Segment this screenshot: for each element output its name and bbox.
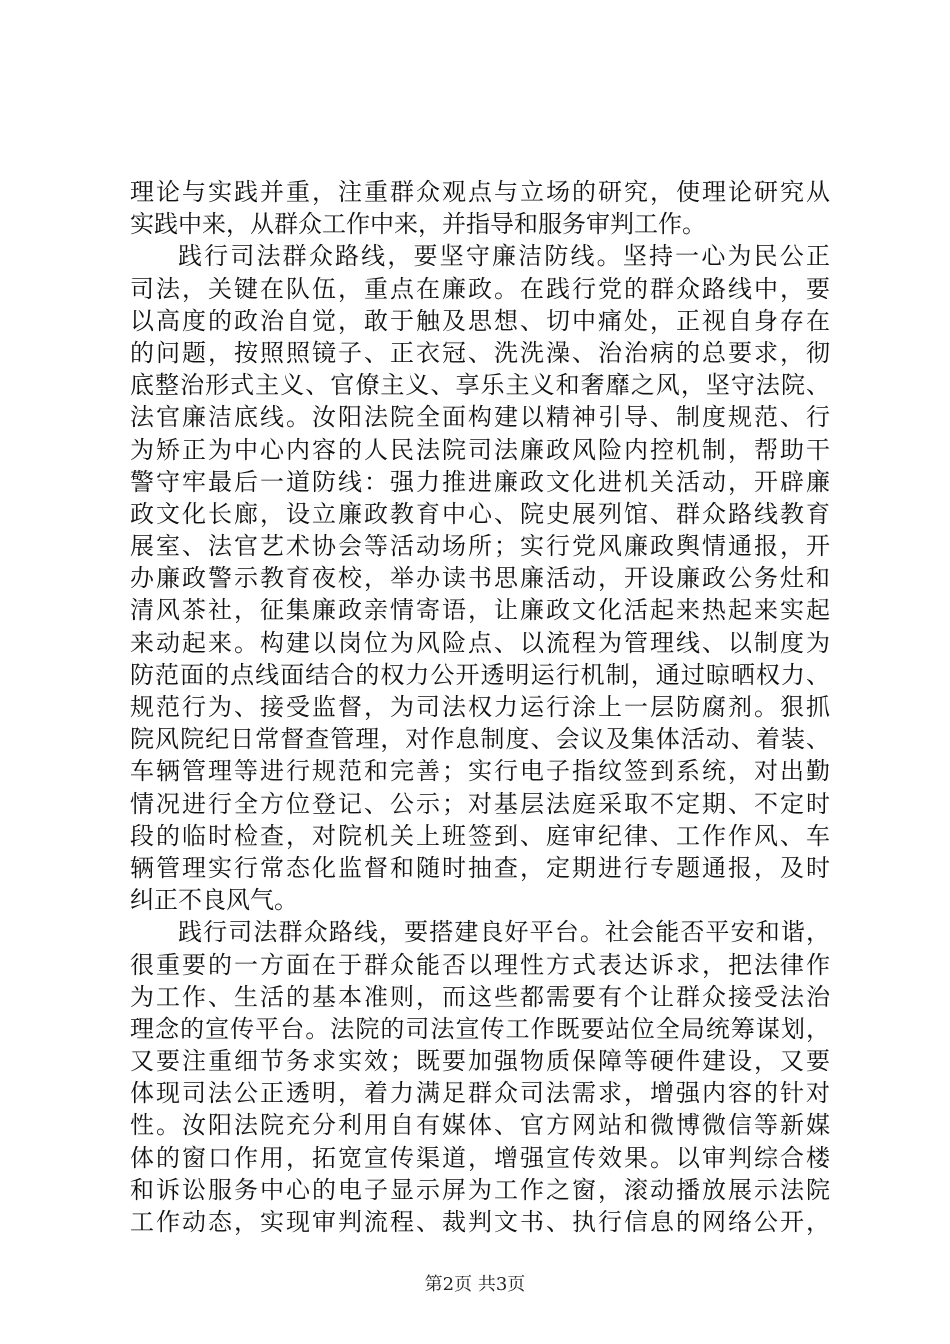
text-line: 理念的宣传平台。法院的司法宣传工作既要站位全局统筹谋划， — [130, 1014, 830, 1043]
text-line: 辆管理实行常态化监督和随时抽查，定期进行专题通报，及时 — [130, 853, 830, 882]
text-line: 工作动态，实现审判流程、裁判文书、执行信息的网络公开， — [130, 1208, 830, 1236]
text-line: 纠正不良风气。 — [130, 886, 298, 915]
text-line: 情况进行全方位登记、公示；对基层法庭采取不定期、不定时 — [130, 789, 830, 818]
text-line: 展室、法官艺术协会等活动场所；实行党风廉政舆情通报，开 — [130, 532, 830, 561]
text-line: 警守牢最后一道防线：强力推进廉政文化进机关活动，开辟廉 — [130, 467, 830, 496]
text-line: 司法，关键在队伍，重点在廉政。在践行党的群众路线中，要 — [130, 274, 830, 303]
text-line: 践行司法群众路线，要搭建良好平台。社会能否平安和谐， — [178, 918, 830, 947]
text-line: 办廉政警示教育夜校，举办读书思廉活动，开设廉政公务灶和 — [130, 564, 830, 593]
text-line: 来动起来。构建以岗位为风险点、以流程为管理线、以制度为 — [130, 628, 830, 657]
text-line: 段的临时检查，对院机关上班签到、庭审纪律、工作作风、车 — [130, 821, 830, 850]
text-line: 以高度的政治自觉，敢于触及思想、切中痛处，正视自身存在 — [130, 306, 830, 335]
text-line: 体现司法公正透明，着力满足群众司法需求，增强内容的针对 — [130, 1079, 830, 1108]
text-line: 清风茶社，征集廉政亲情寄语，让廉政文化活起来热起来实起 — [130, 596, 830, 625]
text-line: 法官廉洁底线。汝阳法院全面构建以精神引导、制度规范、行 — [130, 403, 830, 432]
text-line: 为工作、生活的基本准则，而这些都需要有个让群众接受法治 — [130, 982, 830, 1011]
text-line: 性。汝阳法院充分利用自有媒体、官方网站和微博微信等新媒 — [130, 1111, 830, 1140]
text-line: 规范行为、接受监督，为司法权力运行涂上一层防腐剂。狠抓 — [130, 693, 830, 721]
text-line: 实践中来，从群众工作中来，并指导和服务审判工作。 — [130, 210, 706, 239]
document-body — [130, 176, 830, 1238]
text-line: 很重要的一方面在于群众能否以理性方式表达诉求，把法律作 — [130, 950, 830, 979]
text-line: 政文化长廊，设立廉政教育中心、院史展列馆、群众路线教育 — [130, 499, 830, 528]
text-line: 践行司法群众路线，要坚守廉洁防线。坚持一心为民公正 — [178, 242, 830, 271]
text-line: 车辆管理等进行规范和完善；实行电子指纹签到系统，对出勤 — [130, 757, 830, 786]
text-line: 防范面的点线面结合的权力公开透明运行机制，通过晾晒权力、 — [130, 660, 830, 689]
text-line: 为矫正为中心内容的人民法院司法廉政风险内控机制，帮助干 — [130, 435, 830, 464]
page-footer: 第2页 共3页 — [424, 1274, 526, 1295]
text-line: 院风院纪日常督查管理，对作息制度、会议及集体活动、着装、 — [130, 725, 830, 754]
text-line: 理论与实践并重，注重群众观点与立场的研究，使理论研究从 — [130, 178, 830, 206]
text-line: 底整治形式主义、官僚主义、享乐主义和奢靡之风，坚守法院、 — [130, 371, 830, 400]
text-line: 又要注重细节务求实效；既要加强物质保障等硬件建设，又要 — [130, 1047, 830, 1076]
text-line: 的问题，按照照镜子、正衣冠、洗洗澡、治治病的总要求，彻 — [130, 338, 830, 367]
text-line: 体的窗口作用，拓宽宣传渠道，增强宣传效果。以审判综合楼 — [130, 1143, 830, 1172]
text-line: 和诉讼服务中心的电子显示屏为工作之窗，滚动播放展示法院 — [130, 1175, 830, 1204]
